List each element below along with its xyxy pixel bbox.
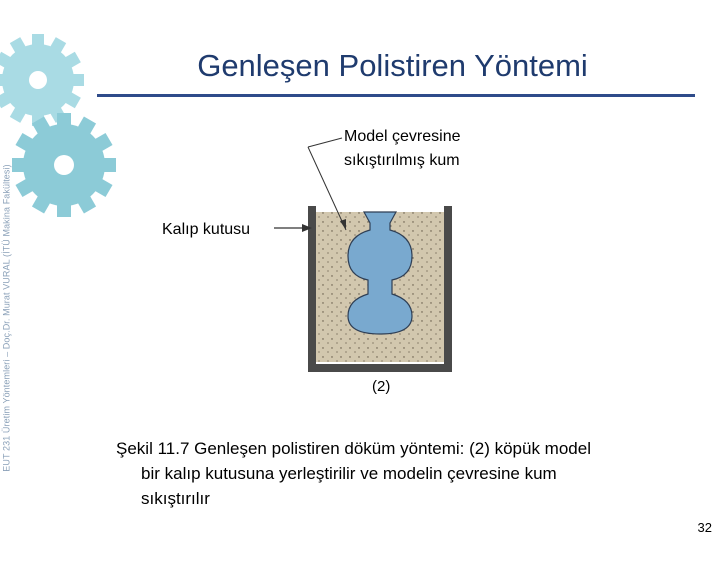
side-footer-text: EUT 231 Üretim Yöntemleri – Doç.Dr. Murat VURAL (İTÜ Makina Fakültesi) — [1, 164, 12, 472]
label-model-line1: Model çevresine — [344, 128, 461, 145]
mold-diagram — [150, 120, 530, 400]
caption-line2: bir kalıp kutusuna yerleştirilir ve modelin çevresine kum — [141, 464, 557, 483]
page-title: Genleşen Polistiren Yöntemi — [197, 48, 588, 83]
label-box: Kalıp kutusu — [162, 221, 251, 238]
label-step: (2) — [372, 378, 391, 395]
caption-line1: Şekil 11.7 Genleşen polistiren döküm yöntemi: (2) köpük model — [116, 439, 591, 458]
label-model-line2: sıkıştırılmış kum — [344, 152, 460, 169]
title-divider — [97, 94, 695, 97]
model-leader-line — [308, 138, 342, 147]
gear-icon — [12, 113, 116, 217]
figure-caption — [116, 436, 706, 511]
page-number: 32 — [697, 520, 712, 535]
gears-decoration — [0, 0, 140, 240]
caption-line3: sıkıştırılır — [141, 489, 210, 508]
